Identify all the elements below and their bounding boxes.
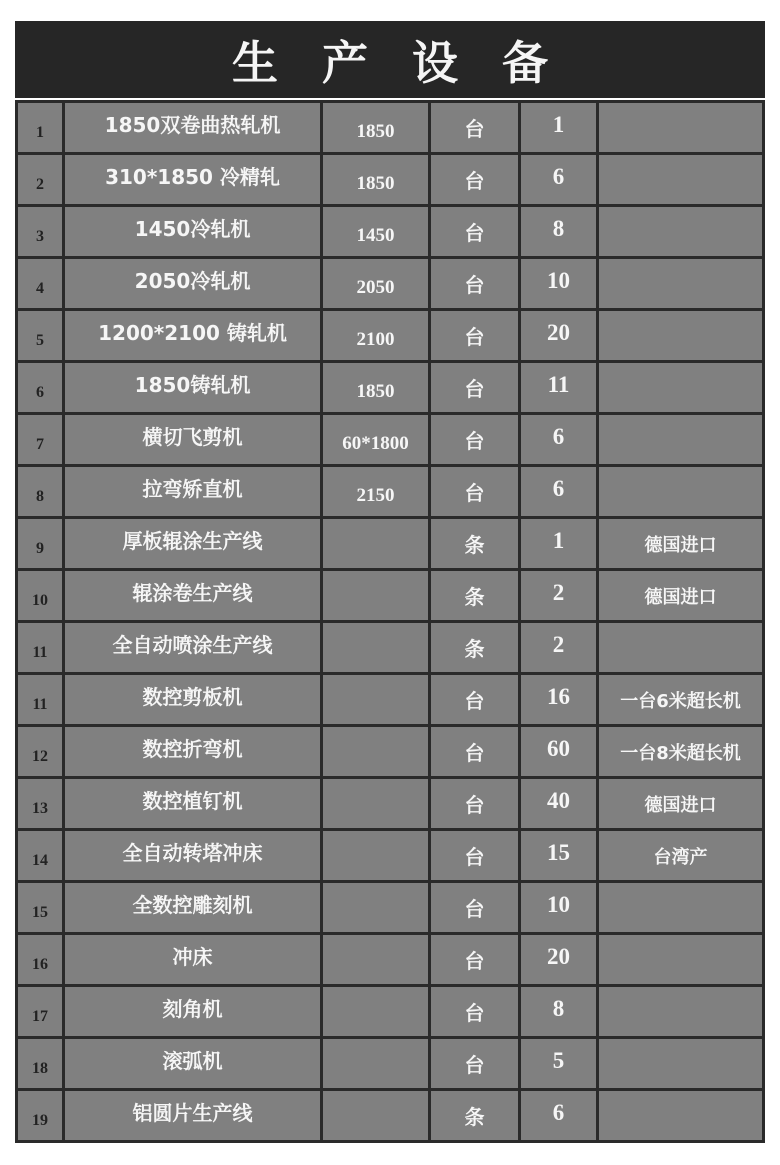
spec-cell bbox=[323, 883, 428, 932]
note-cell bbox=[599, 467, 762, 516]
table-row bbox=[18, 571, 762, 620]
quantity-cell: 6 bbox=[521, 415, 596, 464]
note-cell bbox=[599, 1091, 762, 1140]
table-row bbox=[18, 675, 762, 724]
row-number-cell: 11 bbox=[18, 675, 62, 724]
spec-cell: 2150 bbox=[323, 467, 428, 516]
unit-cell: 台 bbox=[431, 987, 518, 1036]
equipment-name-cell: 厚板辊涂生产线 bbox=[65, 519, 320, 568]
unit-cell: 条 bbox=[431, 519, 518, 568]
spec-cell bbox=[323, 831, 428, 880]
unit-cell: 台 bbox=[431, 779, 518, 828]
row-number-cell: 7 bbox=[18, 415, 62, 464]
spec-cell bbox=[323, 519, 428, 568]
quantity-cell: 8 bbox=[521, 987, 596, 1036]
unit-cell: 台 bbox=[431, 311, 518, 360]
equipment-name-cell: 数控剪板机 bbox=[65, 675, 320, 724]
spec-cell bbox=[323, 727, 428, 776]
quantity-cell: 16 bbox=[521, 675, 596, 724]
row-number-cell: 13 bbox=[18, 779, 62, 828]
equipment-table bbox=[15, 100, 765, 1143]
unit-cell: 条 bbox=[431, 571, 518, 620]
table-row bbox=[18, 779, 762, 828]
equipment-name-cell: 2050冷轧机 bbox=[65, 259, 320, 308]
note-cell: 台湾产 bbox=[599, 831, 762, 880]
row-number-cell: 3 bbox=[18, 207, 62, 256]
note-cell: 德国进口 bbox=[599, 779, 762, 828]
unit-cell: 条 bbox=[431, 623, 518, 672]
table-row bbox=[18, 1091, 762, 1140]
equipment-name-cell: 1200*2100 铸轧机 bbox=[65, 311, 320, 360]
table-row bbox=[18, 987, 762, 1036]
unit-cell: 台 bbox=[431, 207, 518, 256]
equipment-name-cell: 1850铸轧机 bbox=[65, 363, 320, 412]
note-cell bbox=[599, 311, 762, 360]
table-row bbox=[18, 883, 762, 932]
spec-cell: 60*1800 bbox=[323, 415, 428, 464]
unit-cell: 台 bbox=[431, 727, 518, 776]
note-cell bbox=[599, 935, 762, 984]
row-number-cell: 5 bbox=[18, 311, 62, 360]
spec-cell bbox=[323, 779, 428, 828]
note-cell: 德国进口 bbox=[599, 571, 762, 620]
table-row bbox=[18, 623, 762, 672]
equipment-name-cell: 辊涂卷生产线 bbox=[65, 571, 320, 620]
spec-cell bbox=[323, 1091, 428, 1140]
table-row bbox=[18, 415, 762, 464]
title-banner bbox=[15, 21, 765, 98]
quantity-cell: 2 bbox=[521, 571, 596, 620]
spec-cell bbox=[323, 987, 428, 1036]
table-row bbox=[18, 363, 762, 412]
note-cell: 一台6米超长机 bbox=[599, 675, 762, 724]
row-number-cell: 17 bbox=[18, 987, 62, 1036]
note-cell: 德国进口 bbox=[599, 519, 762, 568]
row-number-cell: 1 bbox=[18, 103, 62, 152]
spec-cell: 1450 bbox=[323, 207, 428, 256]
note-cell bbox=[599, 623, 762, 672]
unit-cell: 台 bbox=[431, 1039, 518, 1088]
row-number-cell: 4 bbox=[18, 259, 62, 308]
quantity-cell: 2 bbox=[521, 623, 596, 672]
table-row bbox=[18, 935, 762, 984]
equipment-name-cell: 拉弯矫直机 bbox=[65, 467, 320, 516]
spec-cell: 1850 bbox=[323, 363, 428, 412]
quantity-cell: 1 bbox=[521, 103, 596, 152]
row-number-cell: 6 bbox=[18, 363, 62, 412]
quantity-cell: 15 bbox=[521, 831, 596, 880]
equipment-name-cell: 数控植钉机 bbox=[65, 779, 320, 828]
table-row bbox=[18, 311, 762, 360]
page-title: 生 产 设 备 bbox=[231, 35, 563, 90]
quantity-cell: 40 bbox=[521, 779, 596, 828]
spec-cell: 1850 bbox=[323, 103, 428, 152]
unit-cell: 台 bbox=[431, 935, 518, 984]
equipment-name-cell: 冲床 bbox=[65, 935, 320, 984]
table-row bbox=[18, 103, 762, 152]
note-cell bbox=[599, 207, 762, 256]
quantity-cell: 6 bbox=[521, 155, 596, 204]
quantity-cell: 10 bbox=[521, 883, 596, 932]
row-number-cell: 11 bbox=[18, 623, 62, 672]
note-cell bbox=[599, 415, 762, 464]
quantity-cell: 60 bbox=[521, 727, 596, 776]
table-row bbox=[18, 1039, 762, 1088]
table-row bbox=[18, 831, 762, 880]
note-cell bbox=[599, 259, 762, 308]
row-number-cell: 19 bbox=[18, 1091, 62, 1140]
row-number-cell: 8 bbox=[18, 467, 62, 516]
quantity-cell: 6 bbox=[521, 1091, 596, 1140]
note-cell: 一台8米超长机 bbox=[599, 727, 762, 776]
note-cell bbox=[599, 363, 762, 412]
table-row bbox=[18, 727, 762, 776]
row-number-cell: 9 bbox=[18, 519, 62, 568]
equipment-name-cell: 刻角机 bbox=[65, 987, 320, 1036]
note-cell bbox=[599, 155, 762, 204]
table-row bbox=[18, 207, 762, 256]
equipment-name-cell: 1850双卷曲热轧机 bbox=[65, 103, 320, 152]
spec-cell: 2100 bbox=[323, 311, 428, 360]
equipment-name-cell: 横切飞剪机 bbox=[65, 415, 320, 464]
unit-cell: 台 bbox=[431, 259, 518, 308]
equipment-name-cell: 1450冷轧机 bbox=[65, 207, 320, 256]
unit-cell: 台 bbox=[431, 467, 518, 516]
note-cell bbox=[599, 987, 762, 1036]
equipment-sheet bbox=[15, 21, 765, 1143]
quantity-cell: 6 bbox=[521, 467, 596, 516]
spec-cell: 1850 bbox=[323, 155, 428, 204]
unit-cell: 条 bbox=[431, 1091, 518, 1140]
table-row bbox=[18, 467, 762, 516]
unit-cell: 台 bbox=[431, 363, 518, 412]
row-number-cell: 10 bbox=[18, 571, 62, 620]
unit-cell: 台 bbox=[431, 103, 518, 152]
spec-cell bbox=[323, 623, 428, 672]
row-number-cell: 12 bbox=[18, 727, 62, 776]
equipment-name-cell: 310*1850 冷精轧 bbox=[65, 155, 320, 204]
quantity-cell: 1 bbox=[521, 519, 596, 568]
equipment-name-cell: 全自动转塔冲床 bbox=[65, 831, 320, 880]
spec-cell bbox=[323, 571, 428, 620]
table-row bbox=[18, 155, 762, 204]
equipment-name-cell: 数控折弯机 bbox=[65, 727, 320, 776]
quantity-cell: 10 bbox=[521, 259, 596, 308]
equipment-name-cell: 铝圆片生产线 bbox=[65, 1091, 320, 1140]
equipment-name-cell: 滚弧机 bbox=[65, 1039, 320, 1088]
row-number-cell: 18 bbox=[18, 1039, 62, 1088]
note-cell bbox=[599, 883, 762, 932]
quantity-cell: 20 bbox=[521, 311, 596, 360]
row-number-cell: 14 bbox=[18, 831, 62, 880]
row-number-cell: 16 bbox=[18, 935, 62, 984]
unit-cell: 台 bbox=[431, 883, 518, 932]
unit-cell: 台 bbox=[431, 155, 518, 204]
row-number-cell: 2 bbox=[18, 155, 62, 204]
unit-cell: 台 bbox=[431, 675, 518, 724]
note-cell bbox=[599, 1039, 762, 1088]
quantity-cell: 20 bbox=[521, 935, 596, 984]
equipment-name-cell: 全自动喷涂生产线 bbox=[65, 623, 320, 672]
spec-cell: 2050 bbox=[323, 259, 428, 308]
quantity-cell: 11 bbox=[521, 363, 596, 412]
quantity-cell: 5 bbox=[521, 1039, 596, 1088]
spec-cell bbox=[323, 935, 428, 984]
spec-cell bbox=[323, 1039, 428, 1088]
table-row bbox=[18, 519, 762, 568]
spec-cell bbox=[323, 675, 428, 724]
note-cell bbox=[599, 103, 762, 152]
unit-cell: 台 bbox=[431, 831, 518, 880]
equipment-name-cell: 全数控雕刻机 bbox=[65, 883, 320, 932]
unit-cell: 台 bbox=[431, 415, 518, 464]
table-row bbox=[18, 259, 762, 308]
quantity-cell: 8 bbox=[521, 207, 596, 256]
row-number-cell: 15 bbox=[18, 883, 62, 932]
